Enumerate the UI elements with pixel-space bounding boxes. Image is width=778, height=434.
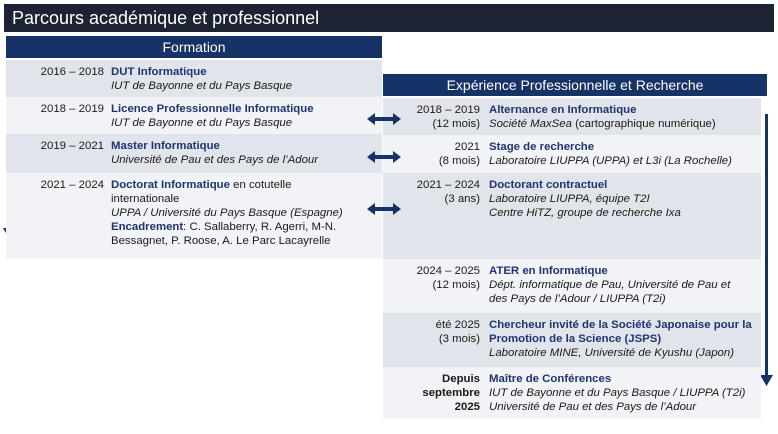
experience-place-suffix: (cartographique numérique) [571, 118, 716, 130]
formation-date: 2019 – 2021 [40, 140, 104, 152]
experience-date: 2021 – 2024 [416, 179, 480, 191]
experience-place: Laboratoire LIUPPA (UPPA) et L3i (La Rochelle) [489, 155, 732, 167]
experience-date: 2024 – 2025 [416, 265, 480, 277]
double-arrow-icon [367, 203, 401, 215]
experience-place: Laboratoire MINE, Université de Kyushu (Japon) [489, 347, 735, 359]
formation-title: Master Informatique [111, 140, 220, 152]
timeline-arrow-down-icon [760, 375, 773, 387]
page-title: Parcours académique et professionnel [4, 4, 774, 32]
formation-place: IUT de Bayonne et du Pays Basque [111, 117, 293, 129]
experience-heading: Expérience Professionnelle et Recherche [383, 74, 767, 96]
experience-title: Stage de recherche [489, 141, 595, 153]
formation-title: DUT Informatique [111, 66, 207, 78]
experience-duration: (12 mois) [432, 118, 480, 130]
experience-title: Alternance en Informatique [489, 104, 637, 116]
formation-place: Université de Pau et des Pays de l’Adour [111, 154, 319, 166]
experience-item [383, 135, 761, 173]
experience-duration: (3 ans) [444, 193, 480, 205]
formation-title-suffix: en cotutelle internationale [111, 179, 292, 205]
formation-date: 2016 – 2018 [40, 66, 104, 78]
experience-date-line-1: Depuis [442, 373, 480, 385]
experience-place-2: Université de Pau et des Pays de l’Adour [489, 401, 697, 413]
formation-title: Licence Professionnelle Informatique [111, 103, 314, 115]
experience-duration: (3 mois) [438, 333, 480, 345]
experience-place-2: Centre HiTZ, groupe de recherche Ixa [489, 207, 681, 219]
experience-timeline-line [765, 114, 768, 378]
formation-item [6, 97, 382, 134]
experience-duration: (12 mois) [432, 279, 480, 291]
experience-date-line-2: septembre [422, 387, 480, 399]
formation-place: IUT de Bayonne et du Pays Basque [111, 80, 293, 92]
formation-date: 2018 – 2019 [40, 103, 104, 115]
formation-item [6, 60, 382, 97]
supervision-label: Encadrement [111, 221, 184, 233]
experience-duration: (8 mois) [438, 155, 480, 167]
experience-item [383, 98, 761, 135]
experience-date: 2021 [454, 141, 480, 153]
double-arrow-icon [367, 151, 401, 163]
formation-date: 2021 – 2024 [40, 179, 104, 191]
experience-date: 2018 – 2019 [416, 104, 480, 116]
experience-title: ATER en Informatique [489, 265, 608, 277]
experience-title: Chercheur invité de la Société Japonaise pour la Promotion de la Science (JSPS) [489, 319, 752, 345]
double-arrow-icon [367, 113, 401, 125]
experience-item [383, 367, 761, 419]
experience-date: été 2025 [435, 319, 480, 331]
experience-item [383, 173, 761, 259]
formation-place: UPPA / Université du Pays Basque (Espagne) [111, 207, 343, 219]
experience-place: Société MaxSea [489, 118, 572, 130]
experience-item [383, 313, 761, 367]
experience-item [383, 259, 761, 313]
experience-title: Doctorant contractuel [489, 179, 608, 191]
experience-place: Dépt. informatique de Pau, Université de Pau et des Pays de l’Adour / LIUPPA (T2i) [489, 279, 731, 305]
formation-heading: Formation [6, 36, 382, 58]
experience-title: Maître de Conférences [489, 373, 612, 385]
experience-place: IUT de Bayonne et du Pays Basque / LIUPPA (T2i) [489, 387, 746, 399]
supervision-names: : C. Sallaberry, R. Agerri, M-N. Bessagnet, P. Roose, A. Le Parc Lacayrelle [111, 221, 337, 247]
experience-date-line-3: 2025 [454, 401, 480, 413]
formation-item [6, 134, 382, 173]
formation-title: Doctorat Informatique [111, 179, 230, 191]
experience-place: Laboratoire LIUPPA, équipe T2I [489, 193, 650, 205]
formation-item [6, 173, 382, 259]
